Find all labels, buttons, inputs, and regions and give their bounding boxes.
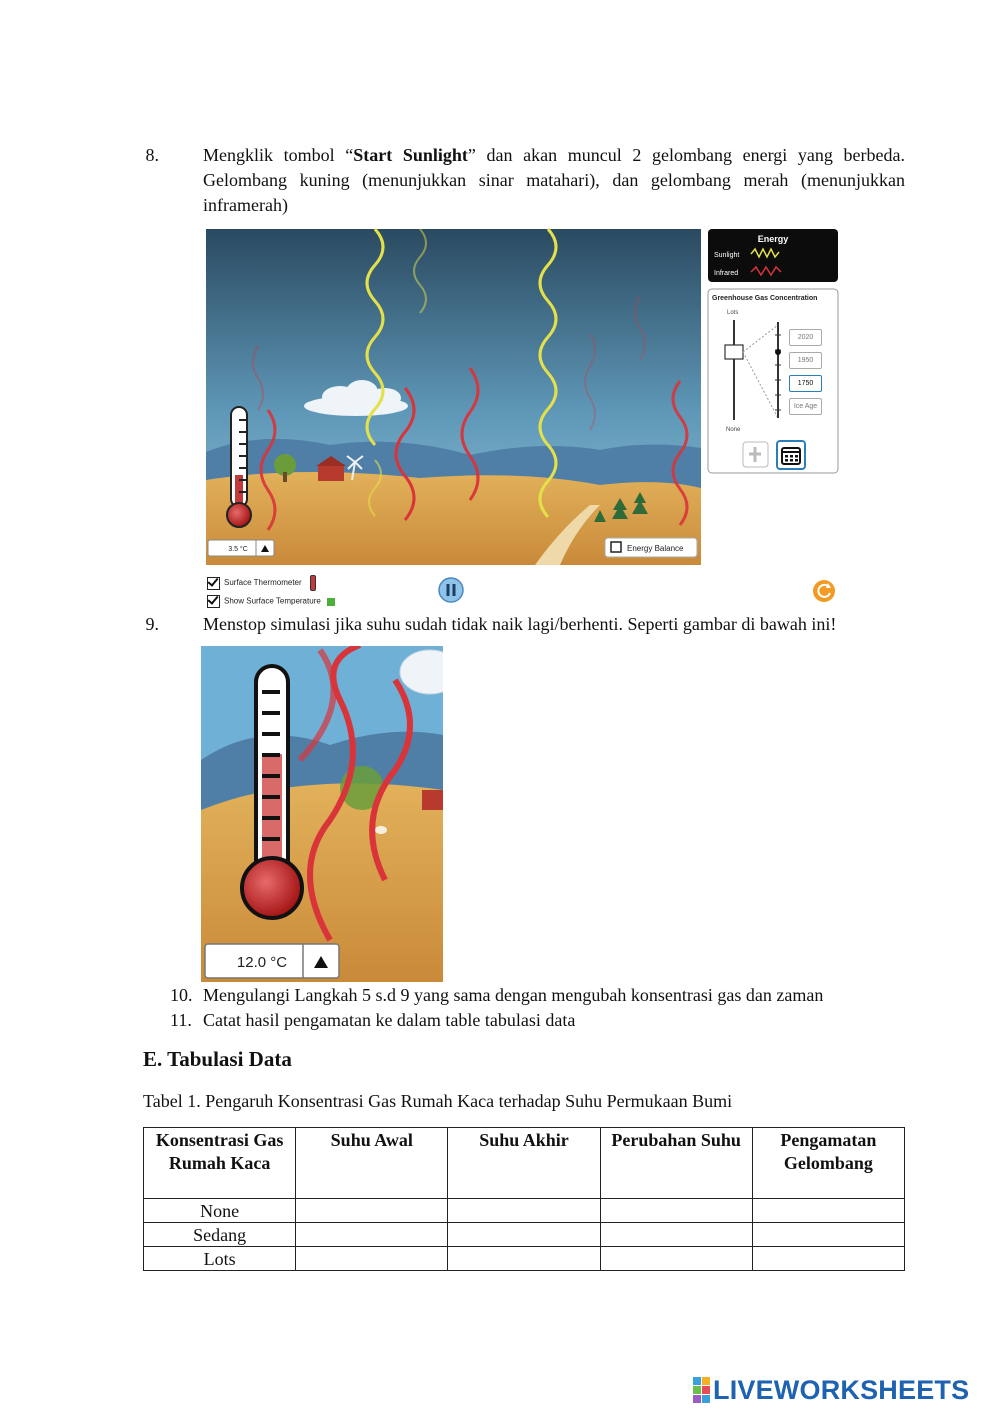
energy-balance-label: Energy Balance (627, 544, 684, 553)
surface-thermometer-checkbox[interactable] (207, 577, 220, 590)
header-pengamatan-gelombang: Pengamatan Gelombang (752, 1128, 904, 1199)
surface-thermometer-label: Surface Thermometer (224, 578, 302, 588)
table-row (144, 1223, 905, 1247)
table-caption: Tabel 1. Pengaruh Konsentrasi Gas Rumah Kaca terhadap Suhu Permukaan Bumi (143, 1091, 733, 1111)
step-number: 8. (145, 145, 159, 165)
logo-grid-icon (693, 1377, 710, 1403)
year-ice-age-button[interactable]: Ice Age (789, 398, 822, 415)
show-surface-temp-checkbox[interactable] (207, 595, 220, 608)
ghg-none-label: None (726, 427, 741, 433)
barn (318, 465, 344, 481)
answer-cell[interactable] (752, 1199, 904, 1223)
answer-cell[interactable] (448, 1223, 600, 1247)
surface-thermometer (227, 407, 251, 527)
zoom-readout: 12.0 °C (236, 954, 288, 971)
row-label: Lots (144, 1247, 296, 1271)
table-row (144, 1247, 905, 1271)
step-8-text (203, 143, 905, 218)
step-10 (172, 983, 912, 1008)
ghg-lots-label: Lots (727, 310, 739, 316)
infrared-label: Infrared (714, 270, 739, 277)
header-suhu-akhir: Suhu Akhir (448, 1128, 600, 1199)
zoomed-thermometer-screenshot (201, 646, 443, 982)
liveworksheets-logo (693, 1375, 969, 1405)
answer-cell[interactable] (752, 1247, 904, 1271)
greenhouse-simulation-screenshot (205, 227, 842, 611)
thermo-readout: 3.5 °C (228, 546, 248, 553)
ghg-title: Greenhouse Gas Concentration (712, 295, 818, 302)
step-8 (145, 143, 905, 218)
thermometer-icon (310, 575, 316, 591)
ghg-slider-thumb[interactable] (725, 345, 743, 359)
year-2020-button[interactable]: 2020 (789, 329, 822, 346)
step-8-post: ” dan akan muncul 2 gelombang energi yang berbeda. Gelombang kuning (menunjukkan sinar matahari), dan gelombang merah (menunjukkan inframerah) (203, 145, 905, 215)
section-title: E. Tabulasi Data (143, 1047, 292, 1071)
temperature-color-swatch (327, 598, 335, 606)
energy-balance-checkbox[interactable] (611, 542, 621, 552)
answer-cell[interactable] (296, 1247, 448, 1271)
answer-cell[interactable] (448, 1247, 600, 1271)
header-suhu-awal: Suhu Awal (296, 1128, 448, 1199)
step-9-text: Menstop simulasi jika suhu sudah tidak naik lagi/berhenti. Seperti gambar di bawah ini! (203, 614, 837, 634)
row-label: Sedang (144, 1223, 296, 1247)
year-1750-button[interactable]: 1750 (789, 375, 822, 392)
step-10-text: Mengulangi Langkah 5 s.d 9 yang sama dengan mengubah konsentrasi gas dan zaman (203, 985, 824, 1005)
answer-cell[interactable] (600, 1223, 752, 1247)
show-surface-temp-option[interactable] (207, 595, 335, 608)
answer-cell[interactable] (296, 1223, 448, 1247)
table-row (144, 1199, 905, 1223)
data-table (143, 1127, 905, 1271)
step-8-bold: Start Sunlight (353, 145, 468, 165)
step-8-pre: Mengklik tombol “ (203, 145, 354, 165)
answer-cell[interactable] (600, 1199, 752, 1223)
energy-legend-title: Energy (757, 234, 789, 244)
pause-button[interactable] (439, 578, 463, 602)
step-11 (172, 1008, 912, 1033)
reset-button[interactable] (813, 580, 835, 602)
pause-icon (447, 584, 450, 596)
step-9 (145, 612, 912, 637)
header-konsentrasi: Konsentrasi Gas Rumah Kaca (144, 1128, 296, 1199)
step-11-text: Catat hasil pengamatan ke dalam table tabulasi data (203, 1010, 576, 1030)
answer-cell[interactable] (296, 1199, 448, 1223)
header-perubahan-suhu: Perubahan Suhu (600, 1128, 752, 1199)
answer-cell[interactable] (448, 1199, 600, 1223)
row-label: None (144, 1199, 296, 1223)
ghg-zoom-marker (775, 349, 781, 355)
step-number: 10. (170, 985, 193, 1005)
step-number: 11. (170, 1010, 192, 1030)
answer-cell[interactable] (752, 1223, 904, 1247)
zoom-barn (422, 790, 443, 810)
answer-cell[interactable] (600, 1247, 752, 1271)
table-header-row (144, 1128, 905, 1199)
sunlight-label: Sunlight (714, 252, 740, 259)
surface-thermometer-option[interactable] (207, 575, 316, 591)
step-number: 9. (145, 614, 159, 634)
year-1950-button[interactable]: 1950 (789, 352, 822, 369)
show-surface-temp-label: Show Surface Temperature (224, 596, 321, 606)
calendar-icon (782, 448, 800, 464)
logo-text: LIVEWORKSHEETS (713, 1374, 970, 1405)
